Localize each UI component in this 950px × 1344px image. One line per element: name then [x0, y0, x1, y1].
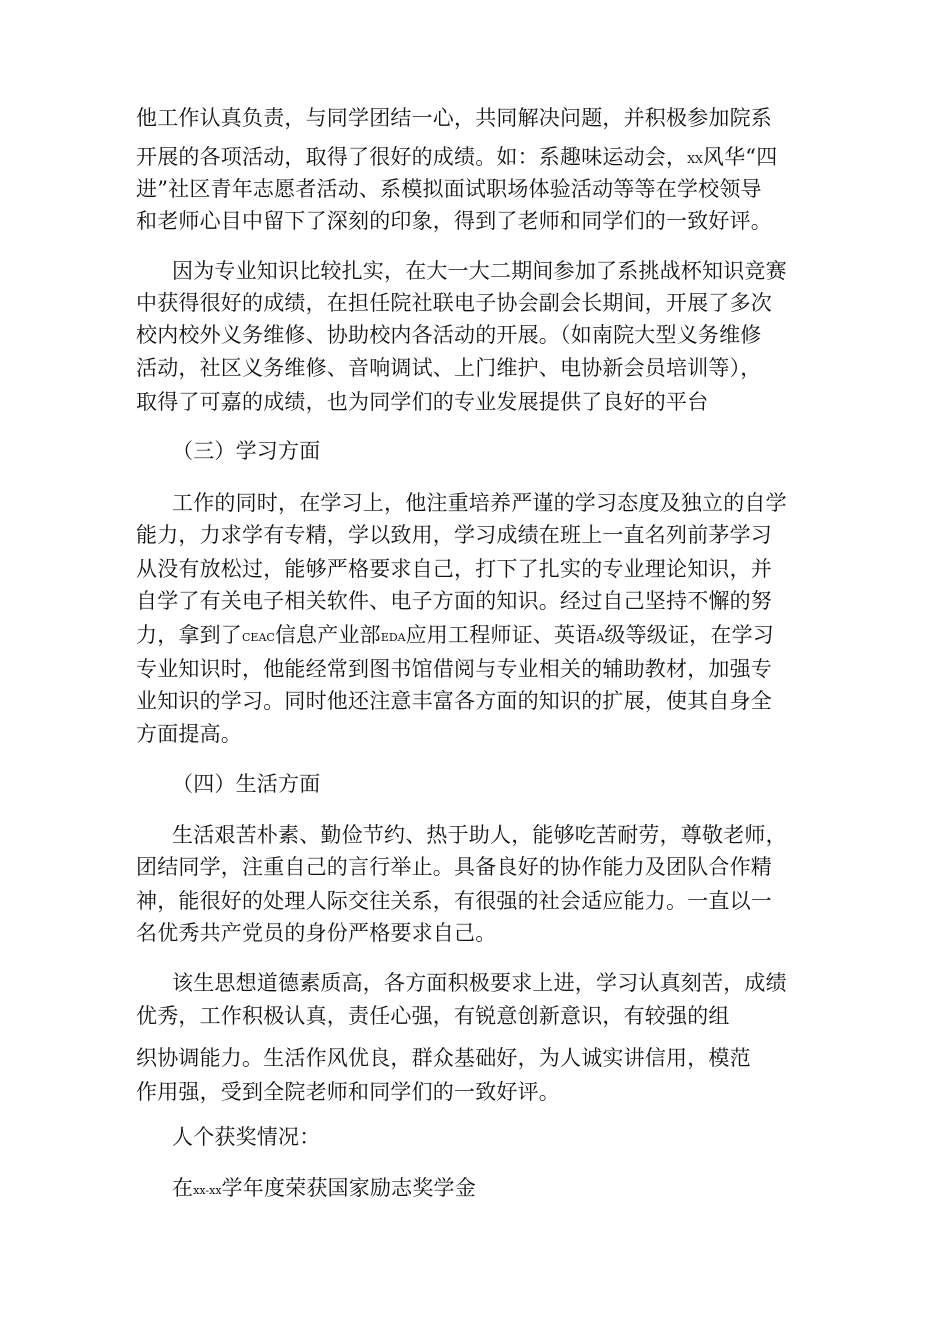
text-segment: 在	[172, 1176, 194, 1200]
text-line: 优秀，工作积极认真，责任心强，有锐意创新意识，有较强的组	[136, 1004, 730, 1028]
text-segment: 学年度荣获国家励志奖学金	[221, 1176, 476, 1200]
text-segment-small: A	[596, 631, 605, 644]
text-line: 工作的同时，在学习上，他注重培养严谨的学习态度及独立的自学	[172, 491, 787, 515]
text-line: 他工作认真负责，与同学团结一心，共同解决问题，并积极参加院系	[136, 106, 772, 130]
text-line: 方面提高。	[136, 722, 242, 746]
text-line: 进”社区青年志愿者活动、系模拟面试职场体验活动等等在学校领导	[136, 177, 762, 201]
text-line	[136, 620, 774, 650]
text-segment: 信息产业部	[274, 623, 381, 647]
text-line: 自学了有关电子相关软件、电子方面的知识。经过自己坚持不懈的努	[136, 589, 772, 613]
text-line	[136, 142, 777, 172]
text-segment-small: xx-xx	[193, 1184, 222, 1197]
text-segment: 风华“四	[702, 145, 778, 169]
section-heading: （三）学习方面	[172, 439, 321, 463]
text-line: 该生思想道德素质高，各方面积极要求上进，学习认真刻苦，成绩	[172, 971, 787, 995]
text-segment-small: CEAC	[242, 631, 275, 644]
text-segment-small: XX	[687, 153, 703, 166]
text-line: 织协调能力。生活作风优良，群众基础好，为人诚实讲信用，模范	[136, 1046, 751, 1070]
text-line: 校内校外义务维修、协助校内各活动的开展。（如南院大型义务维修	[136, 323, 762, 347]
awards-heading: 人个获奖情况：	[172, 1125, 321, 1149]
text-segment: 力，拿到了	[136, 623, 242, 647]
text-line: 活动，社区义务维修、音响调试、上门维护、电协新会员培训等），	[136, 356, 762, 380]
text-segment-small: EDA	[380, 631, 406, 644]
text-line: 生活艰苦朴素、勤俭节约、热于助人，能够吃苦耐劳，尊敬老师，	[172, 823, 787, 847]
text-line: 神，能很好的处理人际交往关系，有很强的社会适应能力。一直以一	[136, 889, 772, 913]
text-line: 中获得很好的成绩，在担任院社联电子协会副会长期间，开展了多次	[136, 291, 772, 315]
text-line: 能力，力求学有专精，学以致用，学习成绩在班上一直名列前茅学习	[136, 523, 772, 547]
text-line: 名优秀共产党员的身份严格要求自己。	[136, 921, 497, 945]
text-segment: 应用工程师证、英语	[405, 623, 597, 647]
section-heading: （四）生活方面	[172, 772, 321, 796]
award-item	[172, 1173, 476, 1203]
text-line: 和老师心目中留下了深刻的印象，得到了老师和同学们的一致好评。	[136, 209, 772, 233]
text-segment: 级等级证，在学习	[604, 623, 774, 647]
text-line: 取得了可嘉的成绩，也为同学们的专业发展提供了良好的平台	[136, 390, 709, 414]
text-line: 从没有放松过，能够严格要求自己，打下了扎实的专业理论知识，并	[136, 557, 772, 581]
text-line: 专业知识时，他能经常到图书馆借阅与专业相关的辅助教材，加强专	[136, 657, 772, 681]
text-line: 团结同学，注重自己的言行举止。具备良好的协作能力及团队合作精	[136, 855, 772, 879]
text-line: 业知识的学习。同时他还注意丰富各方面的知识的扩展，使其自身全	[136, 689, 772, 713]
text-line: 作用强，受到全院老师和同学们的一致好评。	[136, 1080, 560, 1104]
text-segment: 开展的各项活动，取得了很好的成绩。如：系趣味运动会，	[136, 145, 688, 169]
text-line: 因为专业知识比较扎实，在大一大二期间参加了系挑战杯知识竞赛	[172, 259, 787, 283]
